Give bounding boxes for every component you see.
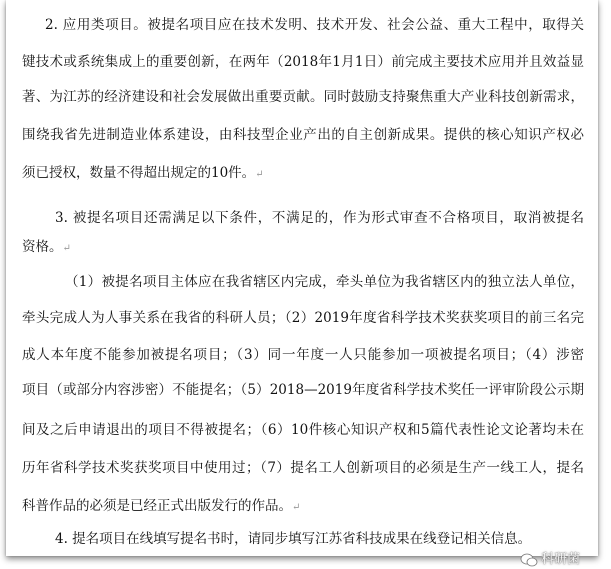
text-line: 围绕我省先进制造业体系建设，由科技型企业产出的自主创新成果。提供的核心知识产权必 [22,127,584,143]
document-page [6,0,598,556]
watermark [520,552,580,568]
text-line: 4. 提名项目在线填写提名书时，请同步填写江苏省科技成果在线登记相关信息。 [55,531,532,547]
text-line: 成人本年度不能参加被提名项目；（3）同一年度一人只能参加一项被提名项目；（4）涉密 [22,347,584,363]
paragraph-mark: ↵ [292,502,301,513]
text-line: 牵头完成人为人事关系在我省的科研人员；（2）2019年度省科学技术奖获奖项目的前三名完 [22,310,584,326]
text-line: 项目（或部分内容涉密）不能提名；（5）2018—2019年度省科学技术奖任一评审阶段公示期 [22,382,584,398]
text-line: 键技术或系统集成上的重要创新，在两年（2018年1月1日）前完成主要技术应用并且效益显 [22,54,584,70]
text-line: 历年省科学技术奖获奖项目中使用过；（7）提名工人创新项目的必须是生产一线工人，提名 [22,460,584,476]
text-line: （1）被提名项目主体应在我省辖区内完成，牵头单位为我省辖区内的独立法人单位， [65,274,584,290]
text-line [22,238,584,258]
text-line-content: 科普作品的必须是已经正式出版发行的作品。 [22,498,292,514]
text-line-content: 须已授权，数量不得超出规定的10件。 [22,165,256,181]
watermark-text: 科研菌 [541,552,581,567]
text-line [22,497,584,517]
text-line: 间及之后申请退出的项目不得被提名；（6）10件核心知识产权和5篇代表性论文论著均未在 [22,422,584,438]
wechat-icon [520,552,538,568]
paragraph-mark: ↵ [62,243,71,254]
paragraph-mark: ↵ [255,169,264,180]
text-line: 3. 被提名项目还需满足以下条件，不满足的，作为形式审查不合格项目，取消被提名 [55,210,584,226]
text-line: 2. 应用类项目。被提名项目应在技术发明、技术开发、社会公益、重大工程中，取得关 [45,17,584,33]
text-line: 著、为江苏的经济建设和社会发展做出重要贡献。同时鼓励支持聚焦重大产业科技创新需求， [22,89,584,105]
text-line-content: 资格。 [22,239,63,255]
text-line [22,164,584,184]
